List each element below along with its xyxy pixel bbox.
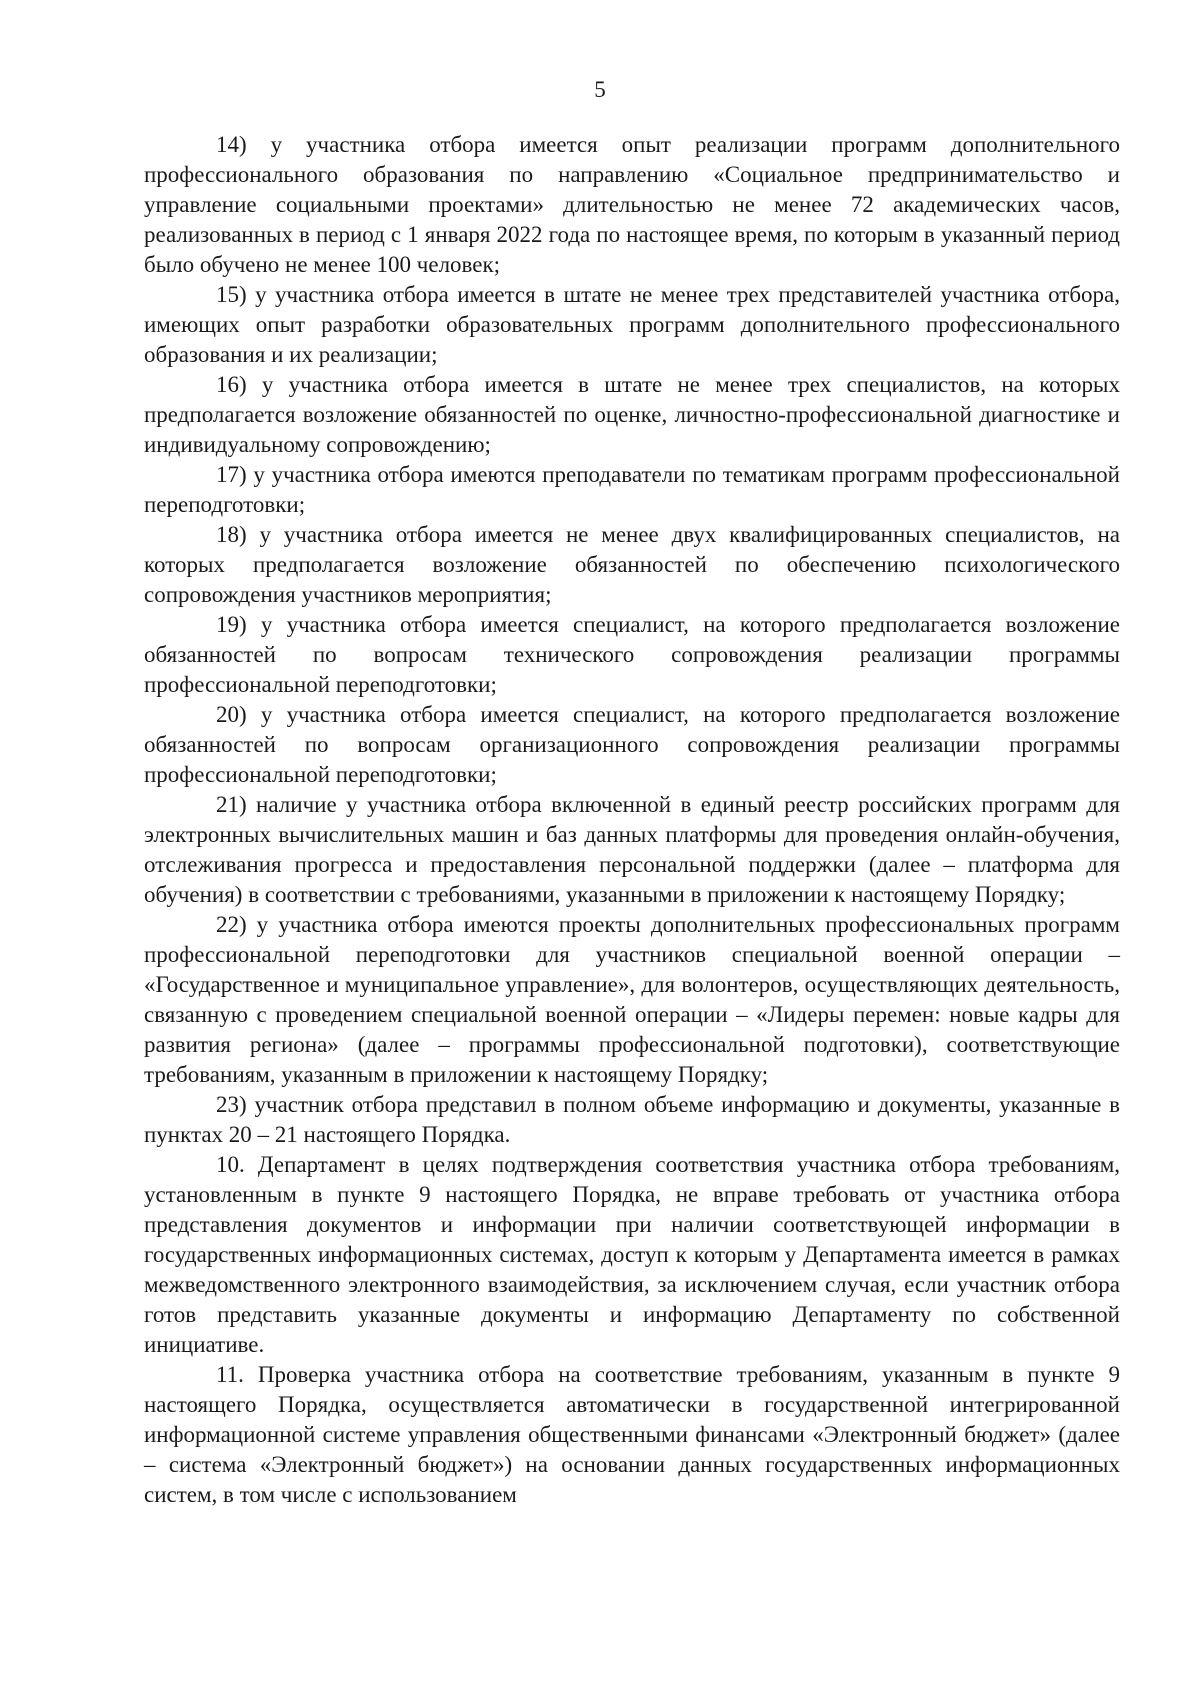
paragraph-item-23: 23) участник отбора представил в полном объеме информацию и документы, указанные в пунктах 20 – 21 настоящего Порядка. — [144, 1092, 1120, 1147]
document-body — [144, 130, 1120, 1510]
paragraph-item-15: 15) у участника отбора имеется в штате не менее трех представителей участника отбора, имеющих опыт разработки образовательных программ дополнительного профессионального образования и их реализации; — [144, 282, 1120, 367]
paragraph-item-19: 19) у участника отбора имеется специалист, на которого предполагается возложение обязанностей по вопросам технического сопровождения реализации программы профессиональной переподготовки; — [144, 612, 1120, 697]
paragraph-item-21: 21) наличие у участника отбора включенной в единый реестр российских программ для электронных вычислительных машин и баз данных платформы для проведения онлайн-обучения, отслеживания прогресса и предоставления персональной поддержки (далее – платформа для обучения) в соответствии с требованиями, указанными в приложении к настоящему Порядку; — [144, 792, 1120, 907]
section-11-paragraph: 11. Проверка участника отбора на соответствие требованиям, указанным в пункте 9 настоящего Порядка, осуществляется автоматически в государственной интегрированной информационной системе управления общественными финансами «Электронный бюджет» (далее – система «Электронный бюджет») на основании данных государственных информационных систем, в том числе с использованием — [144, 1362, 1120, 1507]
section-10-paragraph: 10. Департамент в целях подтверждения соответствия участника отбора требованиям, установленным в пункте 9 настоящего Порядка, не вправе требовать от участника отбора представления документов и информации при наличии соответствующей информации в государственных информационных системах, доступ к которым у Департамента имеется в рамках межведомственного электронного взаимодействия, за исключением случая, если участник отбора готов представить указанные документы и информацию Департаменту по собственной инициативе. — [144, 1152, 1120, 1357]
paragraph-item-18: 18) у участника отбора имеется не менее двух квалифицированных специалистов, на которых предполагается возложение обязанностей по обеспечению психологического сопровождения участников мероприятия; — [144, 522, 1120, 607]
paragraph-item-20: 20) у участника отбора имеется специалист, на которого предполагается возложение обязанностей по вопросам организационного сопровождения реализации программы профессиональной переподготовки; — [144, 702, 1120, 787]
page-number: 5 — [594, 77, 606, 102]
paragraph-item-22: 22) у участника отбора имеются проекты дополнительных профессиональных программ профессиональной переподготовки для участников специальной военной операции – «Государственное и муниципальное управление», для волонтеров, осуществляющих деятельность, связанную с проведением специальной военной операции – «Лидеры перемен: новые кадры для развития региона» (далее – программы профессиональной подготовки), соответствующие требованиям, указанным в приложении к настоящему Порядку; — [144, 912, 1120, 1087]
paragraph-item-16: 16) у участника отбора имеется в штате не менее трех специалистов, на которых предполагается возложение обязанностей по оценке, личностно-профессиональной диагностике и индивидуальному сопровождению; — [144, 372, 1120, 457]
paragraph-item-17: 17) у участника отбора имеются преподаватели по тематикам программ профессиональной переподготовки; — [144, 462, 1120, 517]
paragraph-item-14: 14) у участника отбора имеется опыт реализации программ дополнительного профессионального образования по направлению «Социальное предпринимательство и управление социальными проектами» длительностью не менее 72 академических часов, реализованных в период с 1 января 2022 года по настоящее время, по которым в указанный период было обучено не менее 100 человек; — [144, 132, 1120, 277]
